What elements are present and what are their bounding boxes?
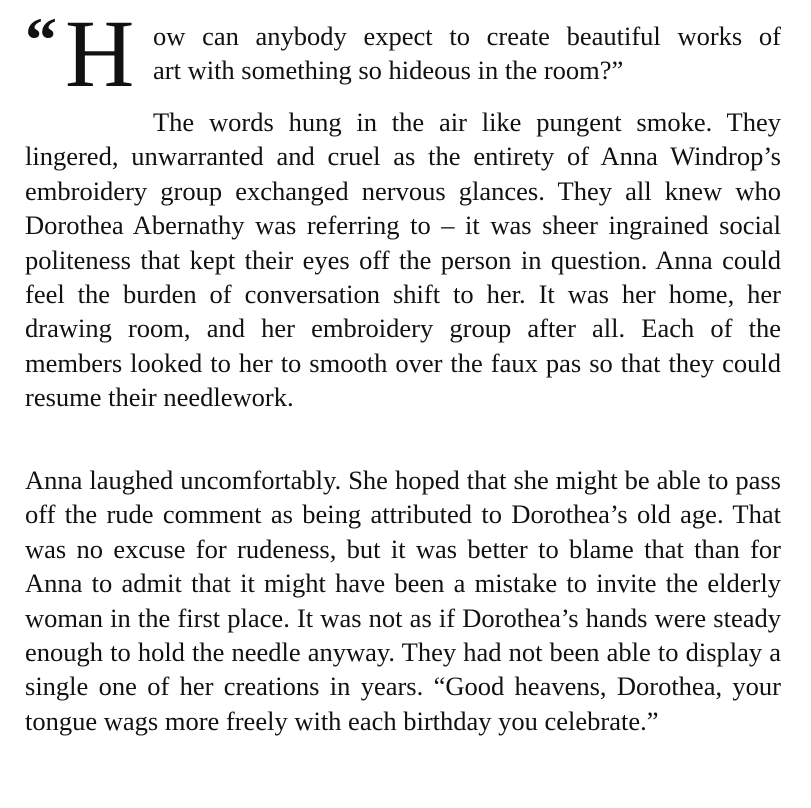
paragraph-1: The words hung in the air like pungent smoke. They lingered, unwarranted and cruel as the entirety of Anna Windrop’s embroidery group exchanged nervous glances. They all knew who Dorothea Abernathy was referring to – it was sheer ingrained social politeness that kept their eyes off the person in question. Anna could feel the burden of conversation shift to her. It was her home, her drawing room, and her embroidery group after all. Each of the members looked to her to smooth over the faux pas so that they could resume their needlework. [25,107,781,413]
drop-cap-letter: H [65,0,135,107]
opening-line-1: ow can anybody expect to create beautiful works of [153,21,781,51]
drop-cap [25,0,143,107]
opening-lines [153,19,781,88]
document-page [25,0,781,736]
drop-cap-quote: “ [25,4,57,75]
opening-line-2: art with something so hideous in the room?” [153,55,624,86]
paragraph-2: Anna laughed uncomfortably. She hoped that she might be able to pass off the rude comment as being attributed to Dorothea’s old age. That was no excuse for rudeness, but it was better to blame that than for Anna to admit that it might have been a mistake to invite the elderly woman in the first place. It was not as if Dorothea’s hands were steady enough to hold the needle anyway. They had not been able to display a single one of her creations in years. “Good heavens, Dorothea, your tongue wags more freely with each birthday you celebrate.” [25,465,781,736]
